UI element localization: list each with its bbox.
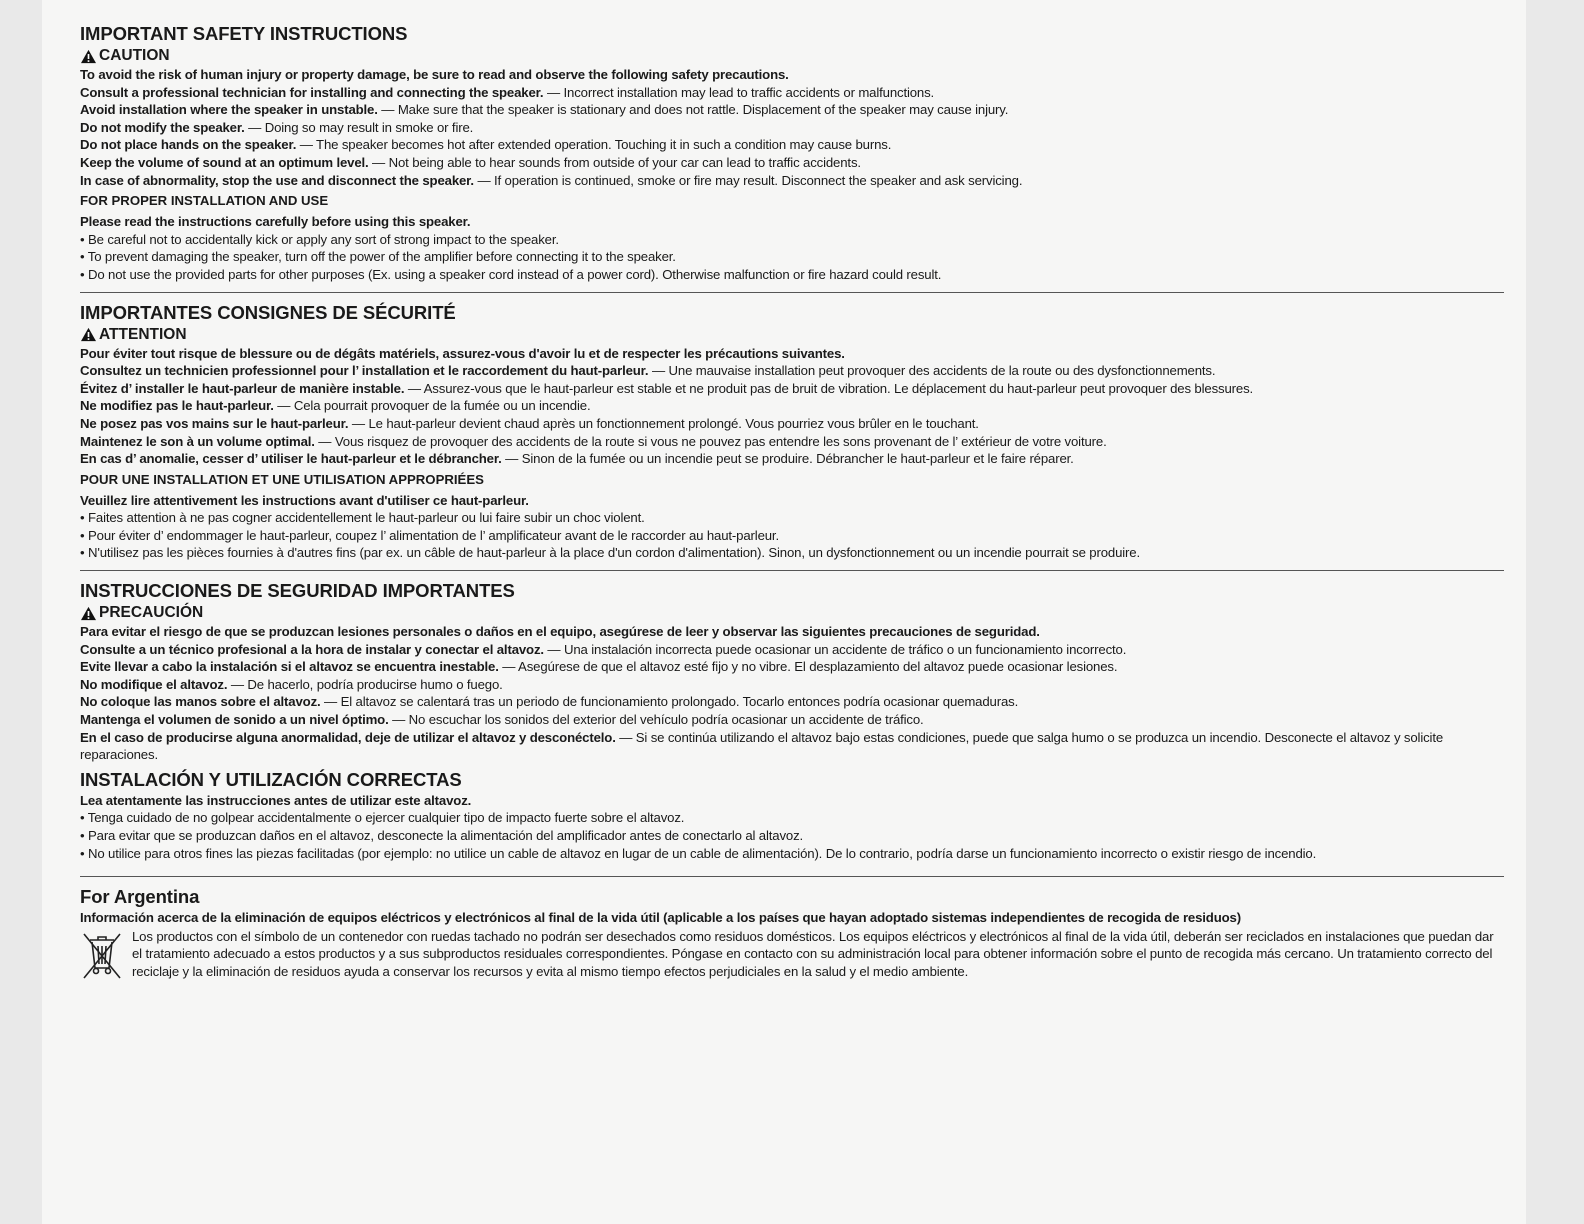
precaution-item: Maintenez le son à un volume optimal. — Vous risquez de provoquer des accidents de la route si vous ne pouvez pas entendre les sons provenant de l’ extérieur de votre voiture. bbox=[80, 433, 1107, 449]
section-divider bbox=[80, 570, 1504, 571]
intro-text: To avoid the risk of human injury or property damage, be sure to read and observe the following safety precautions. bbox=[80, 67, 789, 82]
bullet-item: • Para evitar que se produzcan daños en el altavoz, desconecte la alimentación del amplificador antes de conectarlo al altavoz. bbox=[80, 827, 1504, 845]
section-argentina bbox=[80, 885, 1504, 982]
subsection-title: INSTALACIÓN Y UTILIZACIÓN CORRECTAS bbox=[80, 768, 462, 790]
section-title: For Argentina bbox=[80, 886, 200, 908]
weee-crossed-bin-icon bbox=[80, 930, 124, 982]
caution-heading bbox=[80, 46, 1504, 66]
precaution-item: In case of abnormality, stop the use and disconnect the speaker. — If operation is continued, smoke or fire may result. Disconnect the speaker and ask servicing. bbox=[80, 172, 1023, 188]
subsection-intro: Please read the instructions carefully before using this speaker. bbox=[80, 214, 471, 230]
precaution-item: Consult a professional technician for installing and connecting the speaker. — Incorrect installation may lead to traffic accidents or malfunctions. bbox=[80, 84, 935, 100]
section-title: INSTRUCCIONES DE SEGURIDAD IMPORTANTES bbox=[80, 580, 515, 602]
document-page bbox=[42, 0, 1526, 1224]
precaution-item: No coloque las manos sobre el altavoz. — El altavoz se calentará tras un periodo de funcionamiento prolongado. Tocarlo entonces podría ocasionar quemaduras. bbox=[80, 694, 1019, 710]
caution-heading bbox=[80, 325, 1504, 345]
precaution-item: Consulte a un técnico profesional a la hora de instalar y conectar el altavoz. — Una instalación incorrecta puede ocasionar un accidente de tráfico o un funcionamiento incorrecto. bbox=[80, 641, 1127, 657]
precaution-item: Consultez un technicien professionnel pour l’ installation et le raccordement du haut-parleur. — Une mauvaise installation peut provoquer des accidents de la route ou des dysfonctionnements. bbox=[80, 363, 1216, 379]
weee-notice bbox=[80, 928, 1504, 982]
section-french bbox=[80, 301, 1504, 563]
precaution-item: Mantenga el volumen de sonido a un nivel óptimo. — No escuchar los sonidos del exterior del vehículo podría ocasionar un accidente de tráfico. bbox=[80, 712, 924, 728]
precaution-item: No modifique el altavoz. — De hacerlo, podría producirse humo o fuego. bbox=[80, 676, 503, 692]
weee-body: Los productos con el símbolo de un contenedor con ruedas tachado no podrán ser desechados como residuos domésticos. Los equipos eléctricos y electrónicos al final de la vida útil, deberán ser reciclados en instalaciones que puedan dar el tratamiento adecuado a estos productos y a sus subproductos residuales correspondientes. Póngase en contacto con su administración local para obtener información sobre el punto de recogida más cercano. Un tratamiento correcto del reciclaje y la eliminación de residuos ayuda a conservar los recursos y evita al mismo tiempo efectos perjudiciales en la salud y el medio ambiente. bbox=[132, 928, 1494, 979]
intro-text: Pour éviter tout risque de blessure ou de dégâts matériels, assurez-vous d'avoir lu et de respecter les précautions suivantes. bbox=[80, 345, 845, 361]
caution-label: ATTENTION bbox=[99, 325, 187, 343]
section-divider bbox=[80, 292, 1504, 293]
subsection-intro: Veuillez lire attentivement les instructions avant d'utiliser ce haut-parleur. bbox=[80, 492, 529, 508]
precaution-item: Do not place hands on the speaker. — The speaker becomes hot after extended operation. Touching it in such a condition may cause burns. bbox=[80, 137, 892, 153]
subsection-title: POUR UNE INSTALLATION ET UNE UTILISATION APPROPRIÉES bbox=[80, 471, 484, 487]
section-title: IMPORTANT SAFETY INSTRUCTIONS bbox=[80, 23, 408, 44]
precaution-item: Ne modifiez pas le haut-parleur. — Cela pourrait provoquer de la fumée ou un incendie. bbox=[80, 398, 591, 414]
section-spanish bbox=[80, 579, 1504, 862]
warning-triangle-icon bbox=[80, 49, 97, 64]
warning-triangle-icon bbox=[80, 327, 97, 342]
caution-label: CAUTION bbox=[99, 47, 170, 64]
precaution-item: Do not modify the speaker. — Doing so may result in smoke or fire. bbox=[80, 119, 474, 135]
precaution-item: En el caso de producirse alguna anormalidad, deje de utilizar el altavoz y desconéctelo. — Si se continúa utilizando el altavoz bajo estas condiciones, puede que salga humo o se produzca un incendio. Desconecte el altavoz y solicite reparaciones. bbox=[80, 729, 1444, 763]
section-divider bbox=[80, 876, 1504, 877]
bullet-item: • Faites attention à ne pas cogner accidentellement le haut-parleur ou lui faire subir un choc violent. bbox=[80, 509, 1504, 527]
caution-label: PRECAUCIÓN bbox=[99, 604, 204, 622]
precaution-item: Evite llevar a cabo la instalación si el altavoz se encuentra inestable. — Asegúrese de que el altavoz esté fijo y no vibre. El desplazamiento del altavoz puede ocasionar lesiones. bbox=[80, 659, 1118, 675]
bullet-item: • Tenga cuidado de no golpear accidentalmente o ejercer cualquier tipo de impacto fuerte sobre el altavoz. bbox=[80, 809, 1504, 827]
precaution-item: Keep the volume of sound at an optimum level. — Not being able to hear sounds from outside of your car can lead to traffic accidents. bbox=[80, 154, 861, 170]
precaution-item: Avoid installation where the speaker in unstable. — Make sure that the speaker is stationary and does not rattle. Displacement of the speaker may cause injury. bbox=[80, 102, 1009, 118]
precaution-item: Ne posez pas vos mains sur le haut-parleur. — Le haut-parleur devient chaud après un fonctionnement prolongé. Vous pourriez vous brûler en le touchant. bbox=[80, 415, 979, 431]
precaution-item: Évitez d’ installer le haut-parleur de manière instable. — Assurez-vous que le haut-parleur est stable et ne produit pas de bruit de vibration. Le déplacement du haut-parleur peut provoquer des blessures. bbox=[80, 380, 1254, 396]
bullet-item: • No utilice para otros fines las piezas facilitadas (por ejemplo: no utilice un cable de altavoz en lugar de un cable de alimentación). De lo contrario, podría darse un funcionamiento incorrecto o existir riesgo de incendio. bbox=[80, 845, 1504, 863]
intro-text: Para evitar el riesgo de que se produzcan lesiones personales o daños en el equipo, asegúrese de leer y observar las siguientes precauciones de seguridad. bbox=[80, 624, 1040, 640]
bullet-item: • N'utilisez pas les pièces fournies à d'autres fins (par ex. un câble de haut-parleur à la place d'un cordon d'alimentation). Sinon, un dysfonctionnement ou un incendie pourrait se produire. bbox=[80, 544, 1504, 562]
caution-heading bbox=[80, 603, 1504, 623]
precaution-item: En cas d’ anomalie, cesser d’ utiliser le haut-parleur et le débrancher. — Sinon de la fumée ou un incendie peut se produire. Débrancher le haut-parleur et le faire réparer. bbox=[80, 451, 1074, 467]
weee-subtitle: Información acerca de la eliminación de equipos eléctricos y electrónicos al final de la vida útil (aplicable a los países que hayan adoptado sistemas independientes de recogida de residuos) bbox=[80, 910, 1241, 926]
bullet-item: • Pour éviter d’ endommager le haut-parleur, coupez l’ alimentation de l’ amplificateur avant de le raccorder au haut-parleur. bbox=[80, 527, 1504, 545]
bullet-item: • To prevent damaging the speaker, turn off the power of the amplifier before connecting it to the speaker. bbox=[80, 248, 1504, 266]
bullet-item: • Be careful not to accidentally kick or apply any sort of strong impact to the speaker. bbox=[80, 231, 1504, 249]
section-english bbox=[80, 22, 1504, 284]
warning-triangle-icon bbox=[80, 606, 97, 621]
section-title: IMPORTANTES CONSIGNES DE SÉCURITÉ bbox=[80, 301, 456, 323]
subsection-intro: Lea atentamente las instrucciones antes de utilizar este altavoz. bbox=[80, 792, 472, 808]
document-content bbox=[80, 22, 1504, 982]
bullet-item: • Do not use the provided parts for other purposes (Ex. using a speaker cord instead of a power cord). Otherwise malfunction or fire hazard could result. bbox=[80, 266, 1504, 284]
subsection-title: FOR PROPER INSTALLATION AND USE bbox=[80, 193, 329, 209]
